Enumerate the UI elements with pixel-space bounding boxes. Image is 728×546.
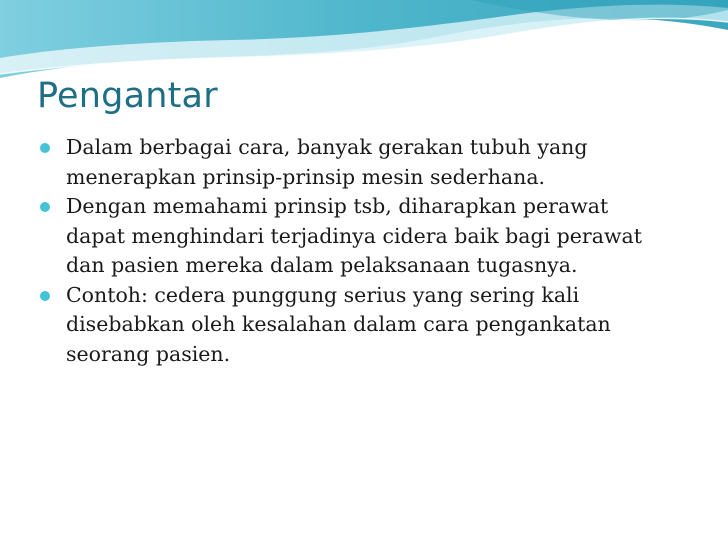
bullet-list: [40, 133, 700, 369]
bullet-dot-icon: [40, 143, 50, 153]
bullet-text-line: Contoh: cedera punggung serius yang sering kali: [66, 282, 580, 307]
bullet-text-line: seorang pasien.: [66, 341, 231, 366]
bullet-text-line: Dengan memahami prinsip tsb, diharapkan perawat: [66, 194, 609, 218]
bullet-text-line: Dalam berbagai cara, banyak gerakan tubuh yang: [66, 135, 588, 159]
bullet-text-line: menerapkan prinsip-prinsip mesin sederhana.: [66, 164, 546, 189]
bullet-item: [40, 192, 700, 281]
bullet-dot-icon: [40, 291, 50, 301]
bullet-item: [40, 281, 700, 370]
bullet-item: [40, 133, 700, 192]
bullet-text-line: dapat menghindari terjadinya cidera baik bagi perawat: [66, 223, 642, 248]
bullet-dot-icon: [40, 202, 50, 212]
bullet-text-line: disebabkan oleh kesalahan dalam cara pengankatan: [66, 312, 611, 336]
slide-title: Pengantar: [37, 76, 218, 116]
bullet-text-line: dan pasien mereka dalam pelaksanaan tugasnya.: [66, 253, 578, 277]
